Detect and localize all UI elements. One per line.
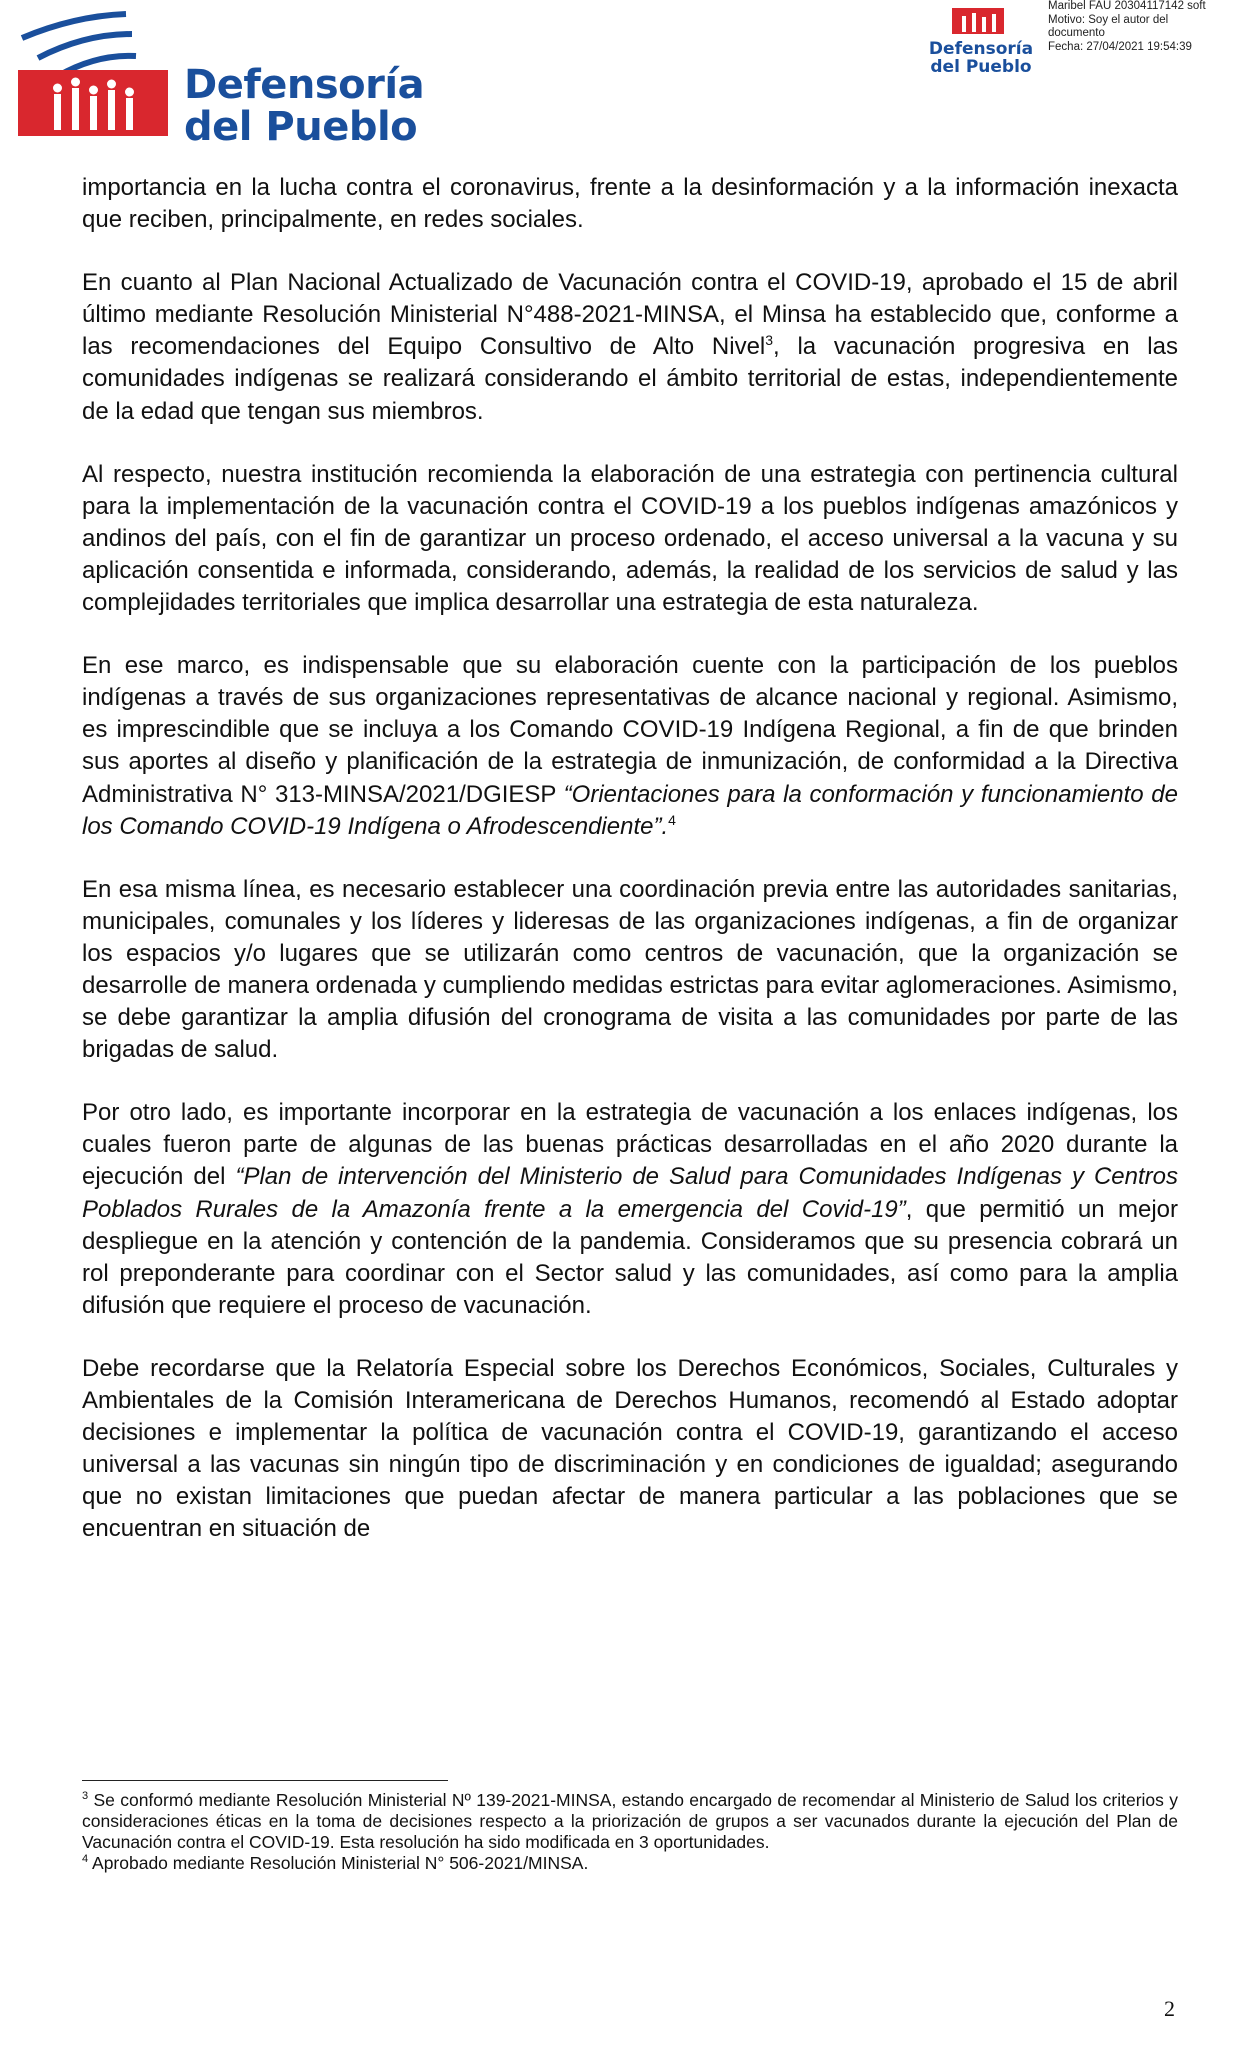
digital-signature [1048,0,1206,54]
footnote [82,1853,1178,1874]
signature-logo-wordmark [926,40,1036,76]
paragraph-italic: “Orientaciones para la conformación y funcionamiento de los Comando COVID-19 Indígena o Afrodescendiente”. [82,780,1178,840]
paragraph-italic: “Plan de intervención del Ministerio de Salud para Comunidades Indígenas y Centros Poblados Rurales de la Amazonía frente a la emergencia del Covid-19” [82,1163,1179,1223]
signature-logo-line1: Defensoría [928,39,1034,59]
paragraph [82,1353,1178,1546]
signature-line: Motivo: Soy el autor del [1048,13,1169,26]
document-body [82,172,1178,1576]
paragraph-text: En cuanto al Plan Nacional Actualizado de Vacunación contra el COVID-19, aprobado el 15 de abril último mediante Resolución Ministerial N°488-2021-MINSA, el Minsa ha establecido que, conforme a las recomendaciones del Equipo Consultivo de Alto Nivel [82,269,1178,361]
paragraph [82,650,1178,843]
logo-line2: del Pueblo [184,104,418,150]
footnote-number: 3 [82,1790,89,1803]
signature-emblem-icon [950,0,1006,36]
page-number: 2 [1164,1996,1175,2021]
footnote-divider [82,1780,448,1781]
paragraph-text: , que permitió un mejor despliegue en la atención y contención de la pandemia. Consideramos que su presencia cobrará un rol preponderante para coordinar con el Sector salud y las comunidades, así como para la amplia difusión que requiere el proceso de vacunación. [82,1195,1178,1319]
paragraph-text: importancia en la lucha contra el coronavirus, frente a la desinformación y a la información inexacta que reciben, principalmente, en redes sociales. [82,174,1178,234]
footnote-ref: 3 [765,332,774,349]
signature-line: documento [1048,27,1105,39]
defensoria-emblem-icon [14,8,184,140]
paragraph [82,459,1178,619]
footnote-ref: 4 [668,811,676,828]
paragraph-text: En ese marco, es indispensable que su elaboración cuente con la participación de los pueblos indígenas a través de sus organizaciones representativas de alcance nacional y regional. Asimismo, es imprescindible que se incluya a los Comando COVID-19 Indígena Regional, a fin de que brinden sus aportes al diseño y planificación de la estrategia de inmunización, de conformidad a la Directiva Administrativa N° 313-MINSA/2021/DGIESP [82,652,1178,808]
paragraph-text: Al respecto, nuestra institución recomienda la elaboración de una estrategia con pertinencia cultural para la implementación de la vacunación contra el COVID-19 a los pueblos indígenas amazónicos y andinos del país, con el fin de garantizar un proceso ordenado, el acceso universal a la vacuna y su aplicación consentida e informada, considerando, además, la realidad de los servicios de salud y las complejidades territoriales que implica desarrollar una estrategia de esta naturaleza. [82,460,1178,617]
paragraph-text: Por otro lado, es importante incorporar en la estrategia de vacunación a los enlaces indígenas, los cuales fueron parte de algunas de las buenas prácticas desarrolladas en el año 2020 durante la ejecución del [82,1099,1178,1191]
paragraph [82,1097,1178,1322]
paragraph-text: , la vacunación progresiva en las comunidades indígenas se realizará considerando el ámbito territorial de estas, independientemente de la edad que tengan sus miembros. [82,333,1178,425]
defensoria-logo [14,8,425,150]
footnotes [82,1790,1178,1874]
logo-line1: Defensoría [184,62,425,108]
logo-wordmark [184,64,424,148]
signature-line: Fecha: 27/04/2021 19:54:39 [1048,40,1192,53]
signature-line: Maribel FAU 20304117142 soft [1048,0,1206,12]
signature-logo [926,0,1034,80]
paragraph [82,874,1178,1067]
footnote-text: Aprobado mediante Resolución Ministerial N° 506-2021/MINSA. [88,1853,589,1873]
paragraph [82,172,1178,236]
paragraph-text: Debe recordarse que la Relatoría Especial sobre los Derechos Económicos, Sociales, Culturales y Ambientales de la Comisión Interamericana de Derechos Humanos, recomendó al Estado adoptar decisiones e implementar la política de vacunación contra el COVID-19, garantizando el acceso universal a las vacunas sin ningún tipo de discriminación y en condiciones de igualdad; asegurando que no existan limitaciones que puedan afectar de manera particular a las poblaciones que se encuentran en situación de [82,1354,1178,1543]
footnote-number: 4 [82,1853,89,1866]
footnote-text: Se conformó mediante Resolución Ministerial Nº 139-2021-MINSA, estando encargado de recomendar al Ministerio de Salud los criterios y consideraciones éticas en la toma de decisiones respecto a la priorización de grupos a ser vacunados durante la ejecución del Plan de Vacunación contra el COVID-19. Esta resolución ha sido modificada en 3 oportunidades. [82,1790,1178,1852]
footnote [82,1790,1178,1853]
signature-logo-line2: del Pueblo [930,57,1032,77]
paragraph-text: En esa misma línea, es necesario establecer una coordinación previa entre las autoridades sanitarias, municipales, comunales y los líderes y lideresas de las organizaciones indígenas, a fin de organizar los espacios y/o lugares que se utilizarán como centros de vacunación, que la organización se desarrolle de manera ordenada y cumpliendo medidas estrictas para evitar aglomeraciones. Asimismo, se debe garantizar la amplia difusión del cronograma de visita a las comunidades por parte de las brigadas de salud. [82,875,1178,1064]
paragraph [82,267,1178,427]
